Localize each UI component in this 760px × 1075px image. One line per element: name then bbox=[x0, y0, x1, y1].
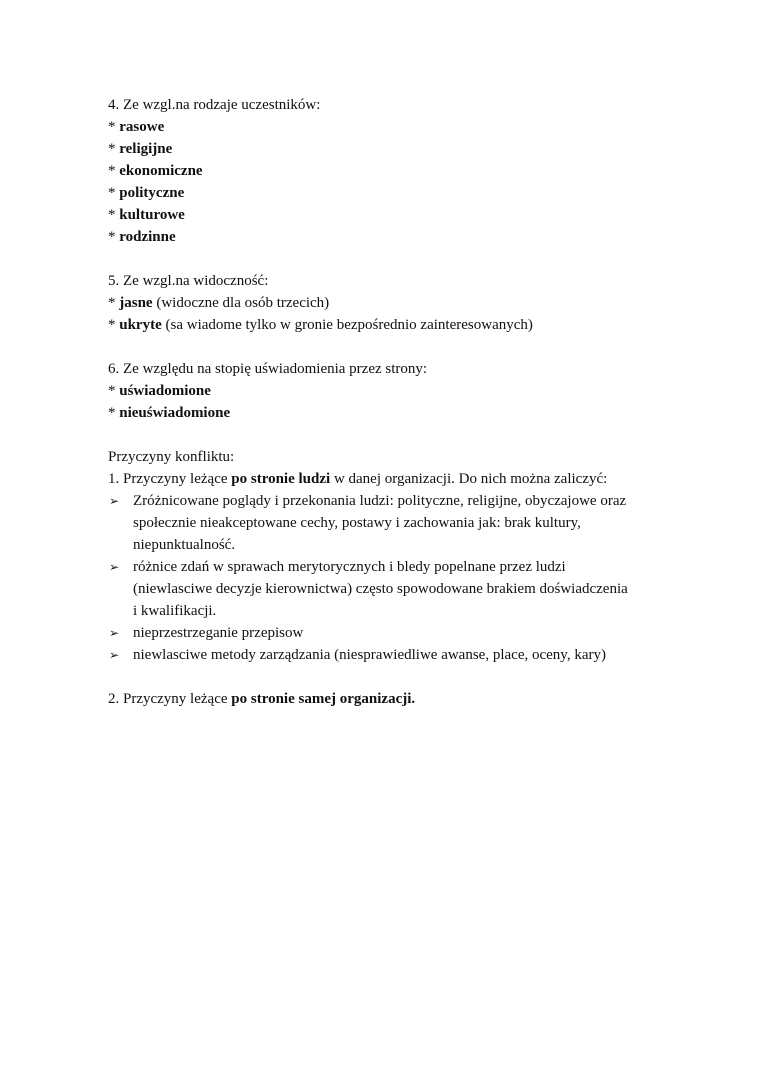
list-item: * uświadomione bbox=[108, 383, 211, 399]
bullet-item bbox=[108, 644, 668, 666]
causes-point-2-bold: po stronie samej organizacji. bbox=[231, 691, 416, 707]
document-body bbox=[108, 94, 668, 710]
section-4-heading: 4. Ze wzgl.na rodzaje uczestników: bbox=[108, 97, 321, 113]
arrow-bullet-icon: ➢ bbox=[109, 560, 120, 574]
bullet-line: (niewlasciwe decyzje kierownictwa) często spowodowane brakiem doświadczenia bbox=[133, 581, 628, 597]
list-item: * ukryte (sa wiadome tylko w gronie bezpośrednio zainteresowanych) bbox=[108, 317, 533, 333]
causes-point-1-suffix: w danej organizacji. Do nich można zaliczyć: bbox=[330, 471, 608, 487]
causes-point-1-bold: po stronie ludzi bbox=[231, 471, 331, 487]
section-6-heading: 6. Ze względu na stopię uświadomienia przez strony: bbox=[108, 361, 428, 377]
bullet-item bbox=[108, 622, 668, 644]
list-item-term: rodzinne bbox=[119, 229, 176, 245]
list-item: * polityczne bbox=[108, 185, 185, 201]
bullet-line: i kwalifikacji. bbox=[133, 603, 217, 619]
list-item: * jasne (widoczne dla osób trzecich) bbox=[108, 295, 330, 311]
spacer bbox=[108, 248, 668, 270]
causes-title: Przyczyny konfliktu: bbox=[108, 449, 235, 465]
list-item-term: nieuświadomione bbox=[119, 405, 231, 421]
list-item-desc: (widoczne dla osób trzecich) bbox=[152, 295, 330, 311]
causes-point-1 bbox=[108, 468, 668, 490]
spacer bbox=[108, 666, 668, 688]
bullet-line: Zróżnicowane poglądy i przekonania ludzi: polityczne, religijne, obyczajowe oraz bbox=[133, 493, 627, 509]
bullet-line: nieprzestrzeganie przepisow bbox=[133, 625, 304, 641]
list-item-term: uświadomione bbox=[119, 383, 211, 399]
bullet-line: społecznie nieakceptowane cechy, postawy i zachowania jak: brak kultury, bbox=[133, 515, 581, 531]
list-item-term: ekonomiczne bbox=[119, 163, 203, 179]
list-item: * nieuświadomione bbox=[108, 405, 231, 421]
causes-point-2 bbox=[108, 688, 668, 710]
arrow-bullet-icon: ➢ bbox=[109, 648, 120, 662]
list-item: * rasowe bbox=[108, 119, 165, 135]
list-item: * rodzinne bbox=[108, 229, 176, 245]
causes-point-2-prefix: 2. Przyczyny leżące bbox=[108, 691, 232, 707]
bullet-item bbox=[108, 490, 668, 556]
list-item: * ekonomiczne bbox=[108, 163, 203, 179]
list-item-term: polityczne bbox=[119, 185, 185, 201]
causes-bullet-list bbox=[108, 490, 668, 666]
bullet-line: niewlasciwe metody zarządzania (niesprawiedliwe awanse, place, oceny, kary) bbox=[133, 647, 606, 663]
section-5-heading: 5. Ze wzgl.na widoczność: bbox=[108, 273, 269, 289]
list-item-term: ukryte bbox=[119, 317, 162, 333]
list-item: * religijne bbox=[108, 141, 173, 157]
list-item-term: jasne bbox=[119, 295, 153, 311]
causes-point-1-prefix: 1. Przyczyny leżące bbox=[108, 471, 232, 487]
list-item-term: kulturowe bbox=[119, 207, 185, 223]
bullet-line: różnice zdań w sprawach merytorycznych i bledy popelnane przez ludzi bbox=[133, 559, 566, 575]
arrow-bullet-icon: ➢ bbox=[109, 626, 120, 640]
list-item-term: religijne bbox=[119, 141, 173, 157]
list-item-desc: (sa wiadome tylko w gronie bezpośrednio zainteresowanych) bbox=[161, 317, 533, 333]
spacer bbox=[108, 336, 668, 358]
bullet-line: niepunktualność. bbox=[133, 537, 236, 553]
bullet-item bbox=[108, 556, 668, 622]
list-item-term: rasowe bbox=[119, 119, 165, 135]
list-item: * kulturowe bbox=[108, 207, 185, 223]
arrow-bullet-icon: ➢ bbox=[109, 494, 120, 508]
spacer bbox=[108, 424, 668, 446]
